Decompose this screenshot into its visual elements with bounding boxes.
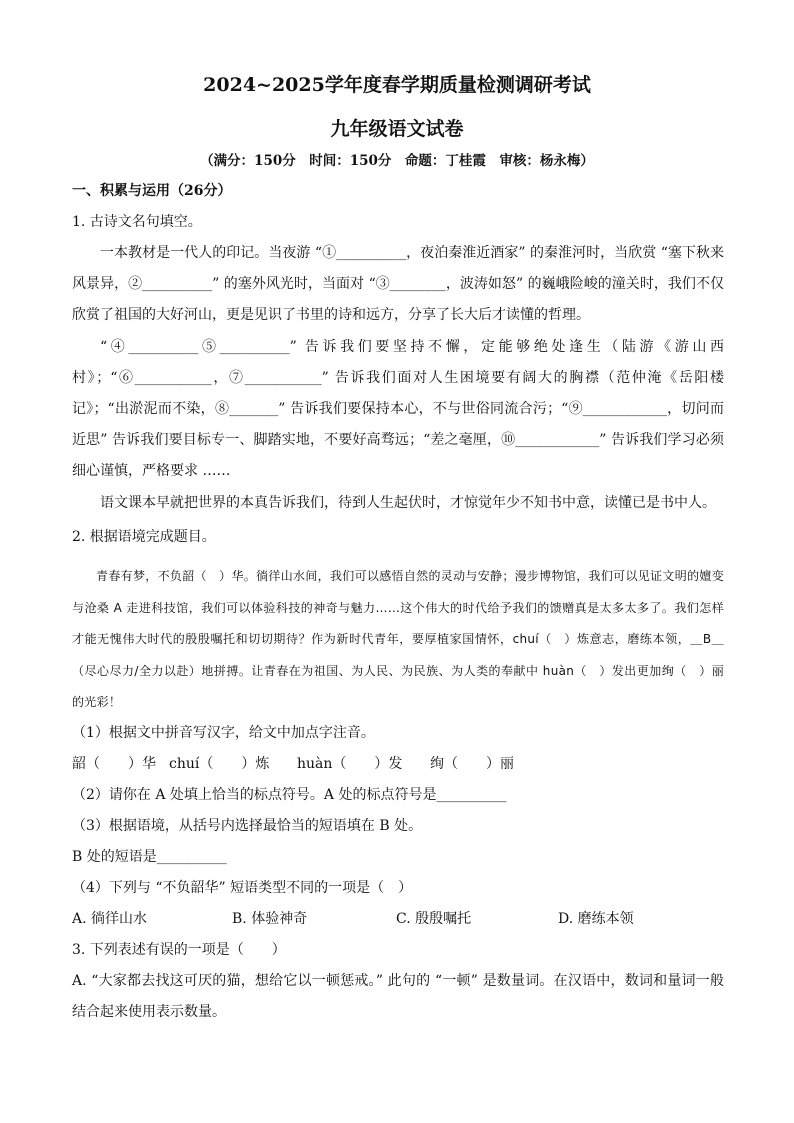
section-heading: 一、积累与运用（26分）	[72, 183, 232, 199]
exam-meta: （满分：150分 时间：150分 命题：丁桂霞 审核：杨永梅）	[200, 153, 594, 169]
option-d: D. 磨练本领	[558, 911, 634, 927]
question-2-passage: 青春有梦，不负韶（ ）华。徜徉山水间，我们可以感悟自然的灵动与安静；漫步博物馆，我们可以见证文明的嬗变与沧桑 A 走进科技馆，我们可以体验科技的神奇与魅力……这个伟大的时代给予我们的馈赠真是太多太多了。我们怎样才能无愧伟大时代的殷殷嘱托和切切期待？作为新时代青年，要厚植家国情怀，chuí（ ）炼意志，磨练本领，＿B＿（尽心尽力/全力以赴）地拼搏。让青春在为祖国、为人民、为民族、为人类的奉献中 huàn（ ）发出更加绚（ ）丽的光彩！	[72, 569, 724, 709]
option-a: A. 徜徉山水	[72, 911, 148, 927]
pinyin-item: 绚（ ）丽	[430, 756, 514, 772]
question-1-paragraph-1: 一本教材是一代人的印记。当夜游 “①__________，夜泊秦淮近酒家” 的秦淮河时，当欣赏 “塞下秋来风景异，②__________” 的塞外风光时，当面对 “③________，波涛如怒” 的巍峨险峻的潼关时，我们不仅欣赏了祖国的大好河山，更是见识了书里的诗和远方，分享了长大后才读懂的哲理。	[72, 245, 724, 323]
exam-title: 2024~2025学年度春学期质量检测调研考试	[203, 74, 591, 96]
question-3-option-a: A. “大家都去找这可厌的猫，想给它以一顿惩戒。” 此句的 “一顿” 是数量词。在汉语中，数词和量词一般结合起来使用表示数量。	[72, 973, 724, 1020]
question-2-sub-4: （4）下列与 “不负韶华” 短语类型不同的一项是（ ）	[72, 880, 413, 896]
option-c: C. 殷殷嘱托	[396, 911, 472, 927]
question-2-sub-1-items	[72, 749, 724, 780]
question-1-paragraph-3: 语文课本早就把世界的本真告诉我们，待到人生起伏时，才惊觉年少不知书中意，读懂已是书中人。	[100, 495, 716, 511]
exam-subtitle: 九年级语文试卷	[330, 118, 464, 140]
question-2-sub-3-answer: B 处的短语是__________	[72, 849, 227, 865]
question-2-stem: 2. 根据语境完成题目。	[72, 529, 216, 545]
question-2-sub-3: （3）根据语境，从括号内选择最恰当的短语填在 B 处。	[72, 818, 423, 834]
question-1-stem: 1. 古诗文名句填空。	[72, 214, 202, 230]
pinyin-item: 韶（ ）华	[72, 756, 156, 772]
question-2-sub-2: （2）请你在 A 处填上恰当的标点符号。A 处的标点符号是__________	[72, 787, 507, 803]
question-3-stem: 3. 下列表述有误的一项是（ ）	[72, 942, 286, 958]
pinyin-item: huàn（ ）发	[297, 756, 403, 772]
question-2-sub-4-options	[72, 904, 724, 935]
option-b: B. 体验神奇	[232, 911, 308, 927]
pinyin-item: chuí（ ）炼	[169, 756, 270, 772]
question-2-sub-1: （1）根据文中拼音写汉字，给文中加点字注音。	[72, 725, 375, 741]
question-1-paragraph-2: “④__________⑤__________” 告诉我们要坚持不懈，定能够绝处逢生（陆游《游山西村》；“⑥___________，⑦___________” 告诉我们面对人生困境要有阔大的胸襟（范仲淹《岳阳楼记》；“出淤泥而不染，⑧_______” 告诉我们要保持本心，不与世俗同流合污；“⑨____________，切问而近思” 告诉我们要目标专一、脚踏实地，不要好高骛远；“差之毫厘，⑩____________” 告诉我们学习必须细心谨慎，严格要求 ……	[72, 339, 724, 479]
